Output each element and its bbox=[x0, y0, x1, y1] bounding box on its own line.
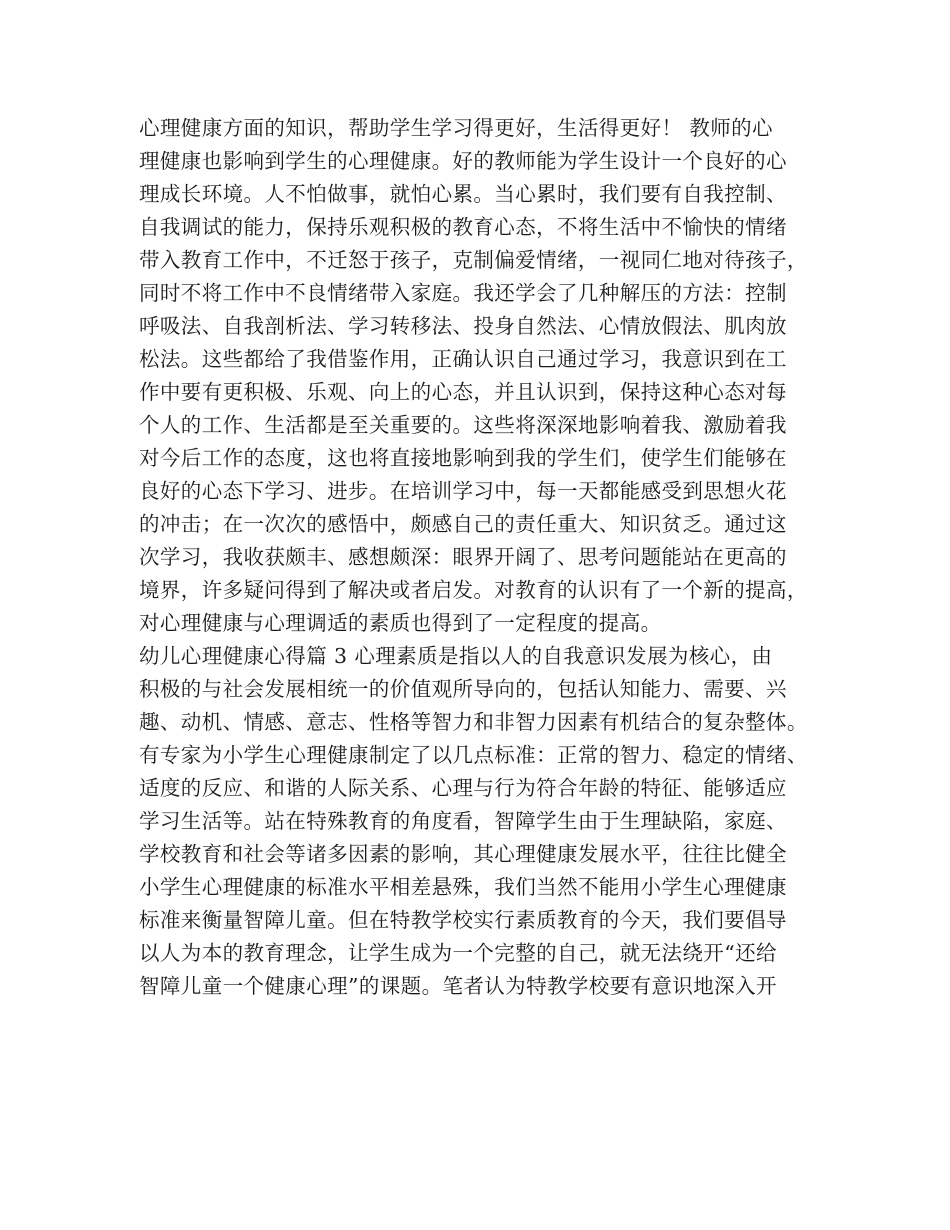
text-line: 的冲击；在一次次的感悟中，颇感自己的责任重大、知识贫乏。通过这 bbox=[139, 512, 787, 536]
text-line: 学校教育和社会等诸多因素的影响，其心理健康发展水平，往往比健全 bbox=[139, 842, 787, 866]
text-line: 理成长环境。人不怕做事，就怕心累。当心累时，我们要有自我控制、 bbox=[139, 182, 787, 206]
text-line: 心理健康方面的知识，帮助学生学习得更好，生活得更好！ 教师的心 bbox=[139, 116, 773, 140]
text-line: 良好的心态下学习、进步。在培训学习中，每一天都能感受到思想火花 bbox=[139, 479, 787, 503]
text-line: 智障儿童一个健康心理”的课题。笔者认为特教学校要有意识地深入开 bbox=[139, 974, 777, 998]
text-line: 积极的与社会发展相统一的价值观所导向的，包括认知能力、需要、兴 bbox=[139, 677, 787, 701]
text-line: 标准来衡量智障儿童。但在特教学校实行素质教育的今天，我们要倡导 bbox=[139, 908, 787, 932]
text-line: 呼吸法、自我剖析法、学习转移法、投身自然法、心情放假法、肌肉放 bbox=[139, 314, 787, 338]
text-line: 同时不将工作中不良情绪带入家庭。我还学会了几种解压的方法：控制 bbox=[139, 281, 787, 305]
text-line: 理健康也影响到学生的心理健康。好的教师能为学生设计一个良好的心 bbox=[139, 149, 787, 173]
text-line: 以人为本的教育理念，让学生成为一个完整的自己，就无法绕开“还给 bbox=[139, 941, 777, 965]
text-line: 对心理健康与心理调适的素质也得到了一定程度的提高。 bbox=[139, 611, 662, 635]
text-line: 次学习，我收获颇丰、感想颇深：眼界开阔了、思考问题能站在更高的 bbox=[139, 545, 787, 569]
text-line: 趣、动机、情感、意志、性格等智力和非智力因素有机结合的复杂整体。 bbox=[139, 710, 808, 734]
section-heading-line: 幼儿心理健康心得篇 3 心理素质是指以人的自我意识发展为核心，由 bbox=[139, 644, 773, 668]
text-line: 作中要有更积极、乐观、向上的心态，并且认识到，保持这种心态对每 bbox=[139, 380, 787, 404]
text-line: 适度的反应、和谐的人际关系、心理与行为符合年龄的特征、能够适应 bbox=[139, 776, 787, 800]
text-line: 带入教育工作中，不迁怒于孩子，克制偏爱情绪，一视同仁地对待孩子， bbox=[139, 248, 808, 272]
text-line: 自我调试的能力，保持乐观积极的教育心态，不将生活中不愉快的情绪 bbox=[139, 215, 787, 239]
text-line: 境界，许多疑问得到了解决或者启发。对教育的认识有了一个新的提高， bbox=[139, 578, 808, 602]
text-line: 有专家为小学生心理健康制定了以几点标准：正常的智力、稳定的情绪、 bbox=[139, 743, 808, 767]
text-line: 松法。这些都给了我借鉴作用，正确认识自己通过学习，我意识到在工 bbox=[139, 347, 787, 371]
body-text bbox=[139, 112, 829, 1003]
text-line: 学习生活等。站在特殊教育的角度看，智障学生由于生理缺陷，家庭、 bbox=[139, 809, 787, 833]
text-line: 小学生心理健康的标准水平相差悬殊，我们当然不能用小学生心理健康 bbox=[139, 875, 787, 899]
text-line: 对今后工作的态度，这也将直接地影响到我的学生们，使学生们能够在 bbox=[139, 446, 787, 470]
text-line: 个人的工作、生活都是至关重要的。这些将深深地影响着我、激励着我 bbox=[139, 413, 787, 437]
